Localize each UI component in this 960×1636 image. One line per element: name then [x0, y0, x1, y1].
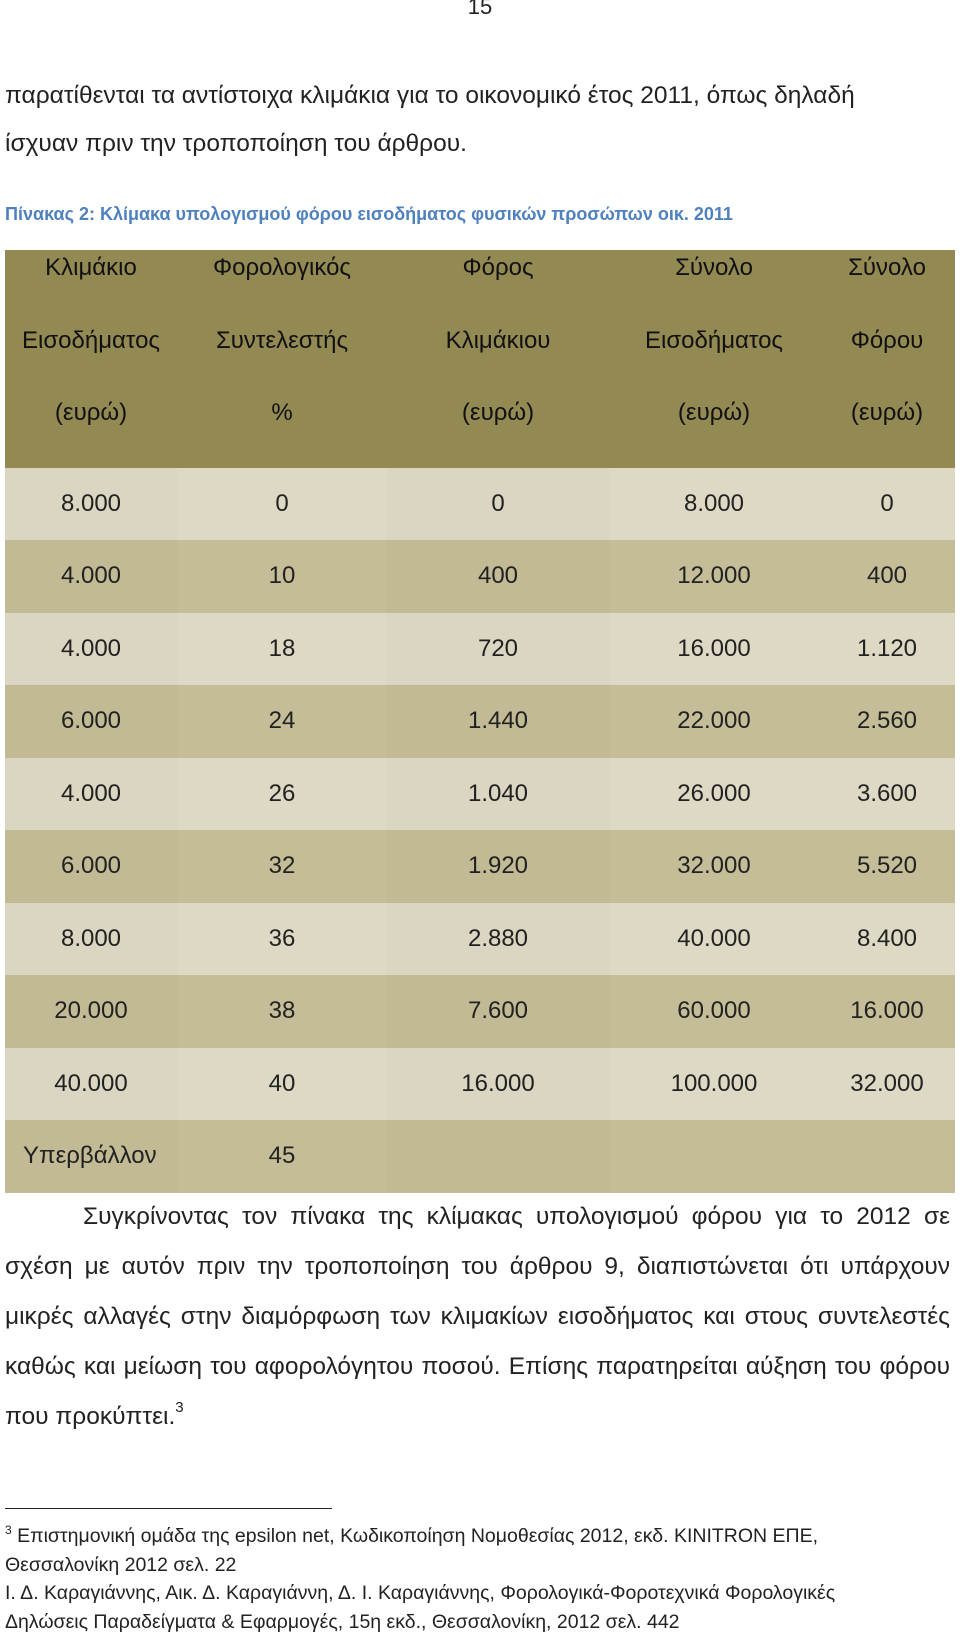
- header-line: Σύνολο: [609, 250, 819, 323]
- header-tax-rate: [177, 250, 387, 468]
- footnote-separator: [5, 1508, 332, 1509]
- table-cell: 0: [387, 468, 609, 541]
- table-cell: 20.000: [5, 975, 177, 1048]
- header-line: Κλιμάκιου: [387, 323, 609, 396]
- paragraph-line: Συγκρίνοντας τον πίνακα της κλίμακας υπολογισμού φόρου για το 2012 σε: [83, 1203, 950, 1230]
- header-line: Εισοδήματος: [609, 323, 819, 396]
- footnote-reference[interactable]: 3: [175, 1399, 183, 1416]
- intro-line: ίσχυαν πριν την τροποποίηση του άρθρου.: [5, 120, 950, 168]
- table-cell: 4.000: [5, 540, 177, 613]
- footnote-line: Ι. Δ. Καραγιάννης, Αικ. Δ. Καραγιάννη, Δ. Ι. Καραγιάννης, Φορολογικά-Φοροτεχνικά Φορολογικές: [5, 1579, 950, 1608]
- header-line: (ευρώ): [5, 395, 177, 468]
- table-cell: 1.040: [387, 758, 609, 831]
- table-cell: 10: [177, 540, 387, 613]
- table-cell: 8.000: [5, 903, 177, 976]
- table-cell: 2.880: [387, 903, 609, 976]
- table-row: [5, 758, 955, 831]
- table-cell: 6.000: [5, 830, 177, 903]
- table-cell: 24: [177, 685, 387, 758]
- table-row: [5, 540, 955, 613]
- comparison-paragraph: [5, 1192, 950, 1442]
- table-cell: 16.000: [609, 613, 819, 686]
- table-cell: 720: [387, 613, 609, 686]
- header-line: (ευρώ): [609, 395, 819, 468]
- table-cell: 3.600: [819, 758, 955, 831]
- header-line: Σύνολο: [819, 250, 955, 323]
- table-cell: 400: [819, 540, 955, 613]
- table-row: [5, 1048, 955, 1121]
- table-cell: 400: [387, 540, 609, 613]
- header-total-income: [609, 250, 819, 468]
- header-total-tax: [819, 250, 955, 468]
- table-cell: 16.000: [819, 975, 955, 1048]
- table-cell: Υπερβάλλον: [5, 1120, 177, 1193]
- header-line: Εισοδήματος: [5, 323, 177, 396]
- table-cell: 32.000: [609, 830, 819, 903]
- intro-line: παρατίθενται τα αντίστοιχα κλιμάκια για το οικονομικό έτος 2011, όπως δηλαδή: [5, 72, 950, 120]
- table-cell: 40: [177, 1048, 387, 1121]
- header-line: Φόρος: [387, 250, 609, 323]
- header-line: Κλιμάκιο: [5, 250, 177, 323]
- footnotes: [5, 1522, 950, 1636]
- table-cell: 0: [819, 468, 955, 541]
- table-cell: 8.400: [819, 903, 955, 976]
- header-bracket-tax: [387, 250, 609, 468]
- paragraph-line: αύξηση του φόρου που προκύπτει.: [5, 1353, 950, 1430]
- table-cell: 7.600: [387, 975, 609, 1048]
- table-header-row: [5, 250, 955, 468]
- table-cell: 26.000: [609, 758, 819, 831]
- table-cell: 22.000: [609, 685, 819, 758]
- table-row: [5, 830, 955, 903]
- table-cell: 45: [177, 1120, 387, 1193]
- paragraph-line: μικρές αλλαγές στην διαμόρφωση των κλιμακίων εισοδήματος και στους: [5, 1303, 808, 1330]
- table-body: [5, 468, 955, 1193]
- footnote-line: Δηλώσεις Παραδείγματα & Εφαρμογές, 15η εκδ., Θεσσαλονίκη, 2012 σελ. 442: [5, 1608, 950, 1636]
- paragraph-line: σχέση με αυτόν πριν την τροποποίηση του άρθρου 9, διαπιστώνεται ότι υπάρχουν: [5, 1253, 950, 1280]
- table-cell: 16.000: [387, 1048, 609, 1121]
- page-number: 15: [0, 0, 960, 20]
- table-row: [5, 613, 955, 686]
- table-cell: 0: [177, 468, 387, 541]
- table-row: [5, 975, 955, 1048]
- header-income-bracket: [5, 250, 177, 468]
- table-cell: [387, 1120, 609, 1193]
- header-line: (ευρώ): [387, 395, 609, 468]
- footnote-line: Θεσσαλονίκη 2012 σελ. 22: [5, 1551, 950, 1580]
- table-cell: 1.920: [387, 830, 609, 903]
- paragraph-line: συντελεστές καθώς και μείωση του αφορολόγητου ποσού. Επίσης παρατηρείται: [5, 1303, 950, 1380]
- table-cell: 18: [177, 613, 387, 686]
- footnote-text: Επιστημονική ομάδα της epsilon net, Κωδικοποίηση Νομοθεσίας 2012, εκδ. KINITRON ΕΠΕ,: [17, 1525, 818, 1547]
- table-cell: 12.000: [609, 540, 819, 613]
- header-line: Φορολογικός: [177, 250, 387, 323]
- table-row: [5, 685, 955, 758]
- table-row: [5, 1120, 955, 1193]
- table-cell: 26: [177, 758, 387, 831]
- table-caption: Πίνακας 2: Κλίμακα υπολογισμού φόρου εισοδήματος φυσικών προσώπων οικ. 2011: [5, 204, 950, 225]
- table-cell: 4.000: [5, 758, 177, 831]
- tax-scale-table: [5, 250, 955, 1193]
- table-cell: [609, 1120, 819, 1193]
- table-cell: 32: [177, 830, 387, 903]
- intro-paragraph: [5, 72, 950, 168]
- table-cell: 100.000: [609, 1048, 819, 1121]
- table-cell: [819, 1120, 955, 1193]
- footnote-marker: 3: [5, 1523, 12, 1537]
- header-line: %: [177, 395, 387, 468]
- table-cell: 8.000: [609, 468, 819, 541]
- table-cell: 40.000: [5, 1048, 177, 1121]
- footnote-line: [5, 1522, 950, 1551]
- table-cell: 38: [177, 975, 387, 1048]
- table-cell: 2.560: [819, 685, 955, 758]
- table-cell: 8.000: [5, 468, 177, 541]
- table-cell: 36: [177, 903, 387, 976]
- table-cell: 60.000: [609, 975, 819, 1048]
- table-cell: 32.000: [819, 1048, 955, 1121]
- table-row: [5, 468, 955, 541]
- header-line: Φόρου: [819, 323, 955, 396]
- table-cell: 5.520: [819, 830, 955, 903]
- table-cell: 1.440: [387, 685, 609, 758]
- header-line: (ευρώ): [819, 395, 955, 468]
- table-row: [5, 903, 955, 976]
- table-cell: 1.120: [819, 613, 955, 686]
- table-cell: 4.000: [5, 613, 177, 686]
- table-cell: 40.000: [609, 903, 819, 976]
- header-line: Συντελεστής: [177, 323, 387, 396]
- table-cell: 6.000: [5, 685, 177, 758]
